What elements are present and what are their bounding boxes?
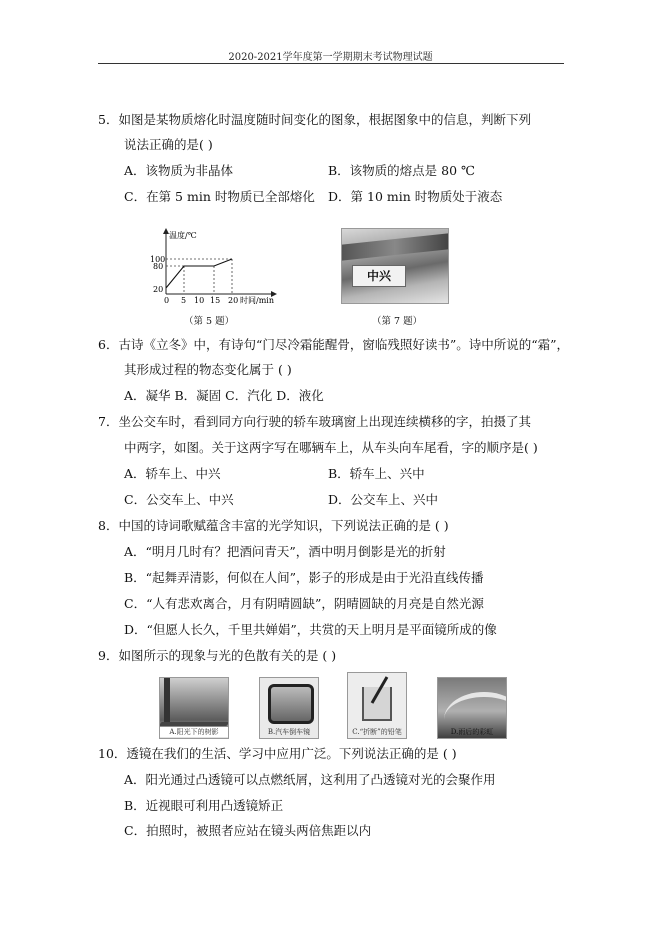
fig5-xtick: 15 <box>210 296 221 305</box>
q6-stem-line1: 6．古诗《立冬》中，有诗句“门尽冷霜能醒骨，窗临残照好读书”。诗中所说的“霜”， <box>98 337 570 352</box>
q10-option-c: C．拍照时，被照者应站在镜头两倍焦距以内 <box>124 823 372 838</box>
q9-photo-b-rearview-mirror <box>259 677 319 739</box>
q9-photo-c-broken-pencil <box>347 672 407 739</box>
q9-caption-c: C.“折断”的铅笔 <box>352 728 402 736</box>
q5-option-d: D．第 10 min 时物质处于液态 <box>328 189 503 204</box>
q7-stem-line2: 中两字，如图。关于这两字写在哪辆车上，从车头向车尾看，字的顺序是( ) <box>124 440 538 455</box>
q5-stem-line2: 说法正确的是( ) <box>124 137 213 152</box>
fig5-ytick: 20 <box>153 285 164 294</box>
q9-photo-a-tree-shadow <box>159 677 229 739</box>
fig5-xtick: 5 <box>181 296 187 305</box>
q8-stem: 8．中国的诗词歌赋蕴含丰富的光学知识，下列说法正确的是 ( ) <box>98 518 449 533</box>
fig5-ylabel: 温度/℃ <box>169 231 197 240</box>
q9-caption-d: D.雨后的彩虹 <box>450 728 494 736</box>
q10-stem: 10．透镜在我们的生活、学习中应用广泛。下列说法正确的是 ( ) <box>98 746 457 761</box>
fig5-xtick: 0 <box>164 296 170 305</box>
fig7-sign: 中兴 <box>352 265 406 287</box>
q5-option-a: A．该物质为非晶体 <box>124 163 234 178</box>
tree-trunk-shape <box>164 678 170 724</box>
fig5-ytick: 100 <box>150 255 166 264</box>
q8-option-d: D．“但愿人长久，千里共婵娟”，共赏的天上明月是平面镜所成的像 <box>124 622 497 637</box>
fig5-caption: （第 5 题） <box>184 316 235 327</box>
header-rule <box>98 63 564 64</box>
q5-option-b: B．该物质的熔点是 80 ℃ <box>328 163 476 178</box>
fig5-xlabel: 时间/min <box>240 296 274 305</box>
q7-option-a: A．轿车上、中兴 <box>124 466 221 481</box>
fig7-caption: （第 7 题） <box>372 316 423 327</box>
q9-caption-b: B.汽车倒车镜 <box>267 728 311 736</box>
q6-options: A．凝华 B．凝固 C．汽化 D．液化 <box>124 388 324 403</box>
q10-option-b: B．近视眼可利用凸透镜矫正 <box>124 798 284 813</box>
q7-stem-line1: 7．坐公交车时，看到同方向行驶的轿车玻璃窗上出现连续横移的字，拍摄了其 <box>98 414 531 429</box>
fig5-xtick: 20 <box>228 296 239 305</box>
q9-stem: 9．如图所示的现象与光的色散有关的是 ( ) <box>98 648 337 663</box>
q5-stem-line1: 5．如图是某物质熔化时温度随时间变化的图象，根据图象中的信息，判断下列 <box>98 112 531 127</box>
q9-caption-a: A.阳光下的树影 <box>160 727 228 737</box>
q7-option-d: D．公交车上、兴中 <box>328 492 439 507</box>
mirror-shape <box>268 684 314 724</box>
fig7-car-photo <box>341 228 449 304</box>
q8-option-c: C．“人有悲欢离合，月有阴晴圆缺”，阴晴圆缺的月亮是自然光源 <box>124 596 484 611</box>
q8-option-a: A．“明月几时有？把酒问青天”，酒中明月倒影是光的折射 <box>124 544 446 559</box>
q9-photo-d-rainbow <box>437 677 507 739</box>
q10-option-a: A．阳光通过凸透镜可以点燃纸屑，这利用了凸透镜对光的会聚作用 <box>124 772 496 787</box>
q5-option-c: C．在第 5 min 时物质已全部熔化 <box>124 189 315 204</box>
q6-stem-line2: 其形成过程的物态变化属于 ( ) <box>124 362 292 377</box>
fig5-curve <box>166 259 232 288</box>
q8-option-b: B．“起舞弄清影，何似在人间”，影子的形成是由于光沿直线传播 <box>124 570 484 585</box>
shadow-shape <box>159 722 229 726</box>
page-header: 2020-2021学年度第一学期期末考试物理试题 <box>228 52 433 63</box>
q7-option-c: C．公交车上、中兴 <box>124 492 234 507</box>
fig7-car-window <box>342 233 448 260</box>
q7-option-b: B．轿车上、兴中 <box>328 466 425 481</box>
fig5-melting-graph <box>148 226 278 308</box>
fig5-ytick: 80 <box>153 262 164 271</box>
fig5-xtick: 10 <box>194 296 205 305</box>
